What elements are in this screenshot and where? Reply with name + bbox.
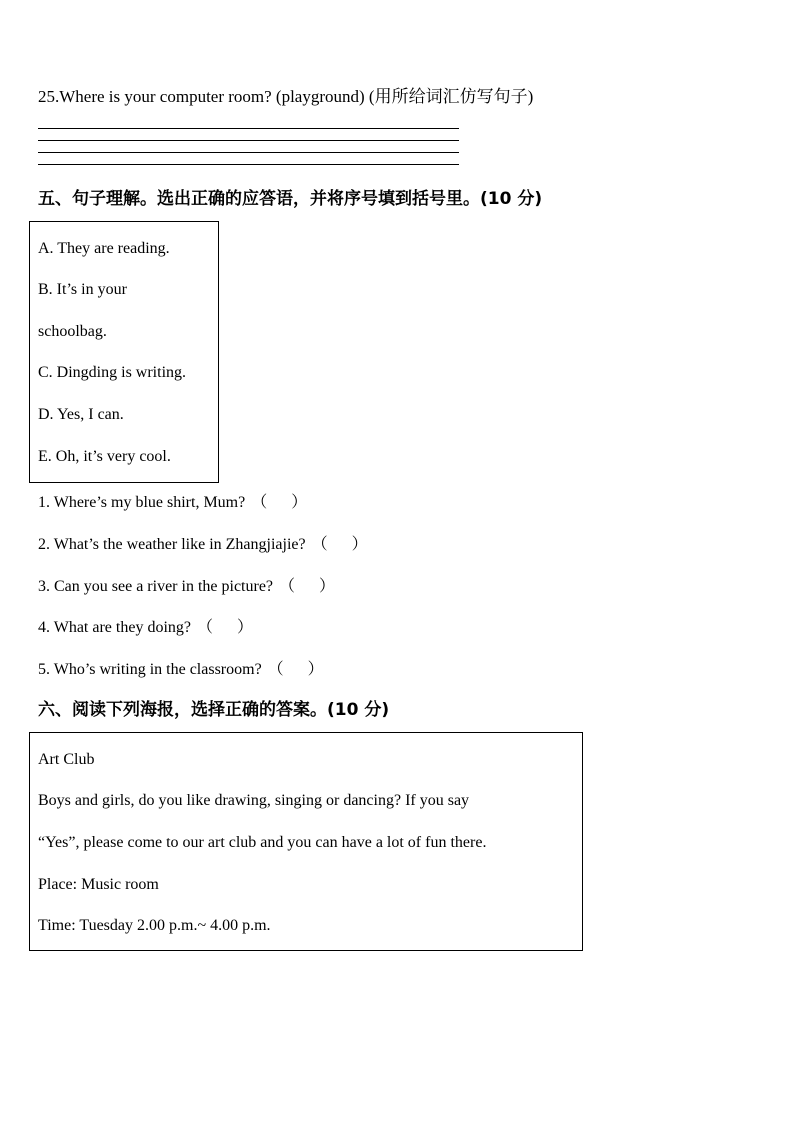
poster-time: Time: Tuesday 2.00 p.m.~ 4.00 p.m. bbox=[38, 917, 271, 934]
answer-blank[interactable]: （ ） bbox=[267, 661, 324, 678]
section-5-heading: 五、句子理解。选出正确的应答语，并将序号填到括号里。(10 分) bbox=[38, 189, 543, 209]
answer-line bbox=[38, 128, 459, 129]
answer-line bbox=[38, 140, 459, 141]
question-5 bbox=[38, 662, 326, 678]
option-b-continued: schoolbag. bbox=[38, 323, 107, 340]
section-6-heading: 六、阅读下列海报，选择正确的答案。(10 分) bbox=[38, 700, 390, 720]
option-e: E. Oh, it’s very cool. bbox=[38, 448, 171, 465]
question-text: 2. What’s the weather like in Zhangjiajie? bbox=[38, 536, 306, 553]
question-text: 3. Can you see a river in the picture? bbox=[38, 578, 274, 595]
poster-box bbox=[29, 732, 583, 951]
question-text: 4. What are they doing? bbox=[38, 619, 191, 636]
answer-blank[interactable]: （ ） bbox=[311, 536, 368, 553]
poster-title: Art Club bbox=[38, 751, 95, 768]
answer-blank[interactable]: （ ） bbox=[251, 494, 308, 511]
question-text: 5. Who’s writing in the classroom? bbox=[38, 661, 262, 678]
question-25: 25.Where is your computer room? (playground) (用所给词汇仿写句子) bbox=[38, 87, 534, 106]
option-c: C. Dingding is writing. bbox=[38, 364, 187, 381]
poster-place: Place: Music room bbox=[38, 876, 159, 893]
question-1 bbox=[38, 495, 309, 511]
question-3 bbox=[38, 579, 337, 595]
question-4 bbox=[38, 620, 255, 636]
answer-line bbox=[38, 152, 459, 153]
answer-blank[interactable]: （ ） bbox=[196, 619, 253, 636]
answer-line bbox=[38, 164, 459, 165]
answer-blank[interactable]: （ ） bbox=[279, 578, 336, 595]
question-2 bbox=[38, 537, 370, 553]
poster-line-2: “Yes”, please come to our art club and you can have a lot of fun there. bbox=[38, 834, 487, 851]
option-d: D. Yes, I can. bbox=[38, 406, 124, 423]
question-text: 1. Where’s my blue shirt, Mum? bbox=[38, 494, 246, 511]
option-b: B. It’s in your bbox=[38, 281, 127, 298]
poster-line-1: Boys and girls, do you like drawing, singing or dancing? If you say bbox=[38, 792, 470, 809]
option-a: A. They are reading. bbox=[38, 240, 170, 257]
options-box bbox=[29, 221, 219, 483]
